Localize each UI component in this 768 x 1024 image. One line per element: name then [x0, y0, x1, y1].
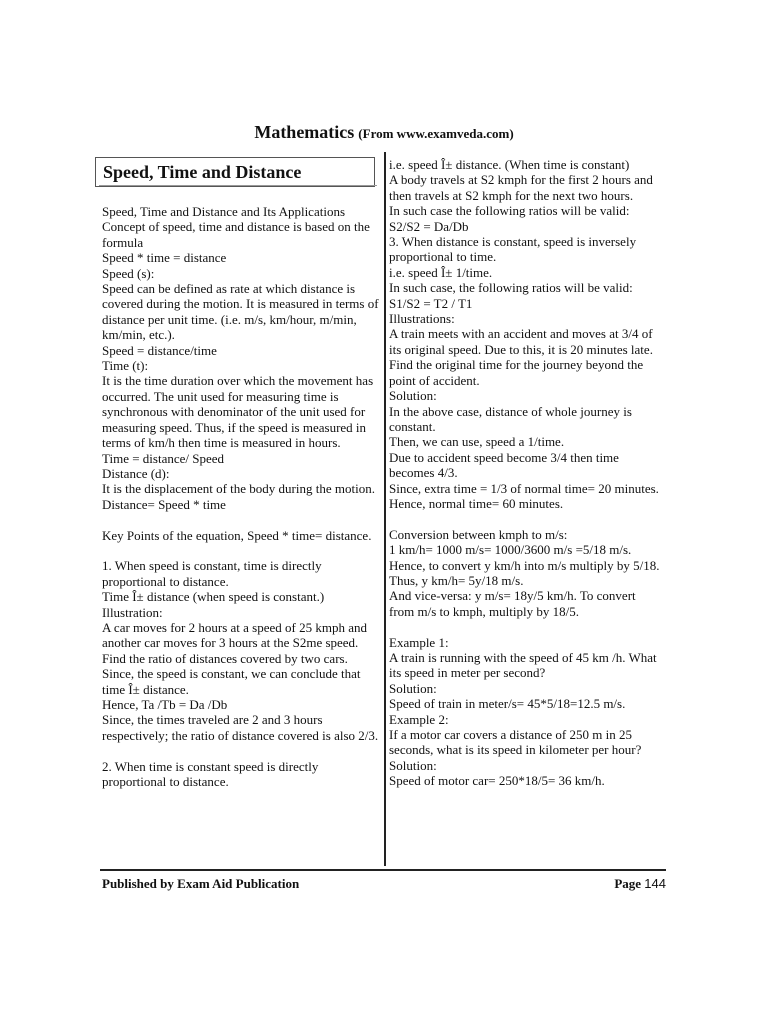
text-paragraph: A car moves for 2 hours at a speed of 25 kmph and another car moves for 3 hours at the S2me speed. Find the ratio of distances covered by two cars.	[102, 619, 367, 666]
text-paragraph: In the above case, distance of whole journey is constant.	[389, 403, 632, 434]
text-paragraph: Solution:	[389, 757, 437, 773]
text-paragraph: 3. When distance is constant, speed is inversely proportional to time.	[389, 234, 637, 265]
text-paragraph: 1. When speed is constant, time is directly proportional to distance.	[102, 558, 322, 589]
text-paragraph: 2. When time is constant speed is directly proportional to distance.	[102, 758, 319, 789]
text-paragraph: Since, extra time = 1/3 of normal time= 20 minutes.	[389, 480, 659, 496]
column-divider	[384, 152, 386, 866]
text-paragraph: Distance= Speed * time	[102, 496, 226, 512]
right-column	[389, 157, 664, 789]
text-paragraph: Since, the speed is constant, we can conclude that time Î± distance.	[102, 666, 361, 697]
text-paragraph: Conversion between kmph to m/s:	[389, 526, 568, 542]
text-paragraph: Time Î± distance (when speed is constant.)	[102, 589, 325, 605]
text-paragraph: A train meets with an accident and moves at 3/4 of its original speed. Due to this, it is 20 minutes late. Find the original time for the journey beyond the point of accident.	[389, 326, 653, 388]
left-column	[102, 204, 380, 789]
footer-page-number: 144	[644, 876, 666, 891]
header-source: (From www.examveda.com)	[358, 126, 514, 141]
text-paragraph: Speed, Time and Distance and Its Applications	[102, 204, 346, 219]
text-paragraph: Example 1:	[389, 634, 449, 650]
text-paragraph: Due to accident speed become 3/4 then time becomes 4/3.	[389, 449, 619, 481]
footer-rule	[100, 869, 666, 871]
text-paragraph: Distance (d):	[102, 465, 170, 481]
paragraph-gap	[389, 619, 664, 634]
text-paragraph: It is the displacement of the body during the motion.	[102, 481, 375, 497]
text-paragraph: Since, the times traveled are 2 and 3 hours respectively; the ratio of distance covered is also 2/3.	[102, 712, 379, 743]
topic-box-shadow	[99, 185, 377, 189]
text-paragraph: If a motor car covers a distance of 250 m in 25 seconds, what is its speed in kilometer per hour?	[389, 727, 642, 758]
text-paragraph: Speed (s):	[102, 265, 155, 281]
text-paragraph: S1/S2 = T2 / T1	[389, 295, 473, 311]
text-paragraph: Key Points of the equation, Speed * time= distance.	[102, 527, 372, 543]
text-paragraph: Hence, normal time= 60 minutes.	[389, 495, 564, 511]
text-paragraph: Solution:	[389, 388, 437, 404]
text-paragraph: Speed * time = distance	[102, 250, 227, 266]
text-paragraph: i.e. speed Î± distance. (When time is constant)	[389, 157, 630, 172]
footer-publisher: Published by Exam Aid Publication	[102, 876, 300, 891]
text-paragraph: It is the time duration over which the movement has occurred. The unit used for measuring time is synchronous with denominator of the unit used for measuring speed. Thus, if the speed is measured in terms of km/h then time is measured in hours.	[102, 373, 374, 451]
text-paragraph: Speed of motor car= 250*18/5= 36 km/h.	[389, 773, 605, 789]
text-paragraph: A train is running with the speed of 45 km /h. What its speed in meter per second?	[389, 649, 657, 681]
text-paragraph: Thus, y km/h= 5y/18 m/s.	[389, 572, 524, 588]
text-paragraph: Then, we can use, speed a 1/time.	[389, 434, 565, 450]
footer-page	[614, 876, 666, 892]
text-paragraph: Illustration:	[102, 604, 163, 620]
text-paragraph: i.e. speed Î± 1/time.	[389, 264, 493, 280]
page-header	[0, 122, 768, 143]
text-paragraph: In such case the following ratios will be valid:	[389, 203, 630, 219]
text-paragraph: Speed of train in meter/s= 45*5/18=12.5 m/s.	[389, 696, 626, 712]
text-paragraph: Speed = distance/time	[102, 342, 217, 358]
text-paragraph: In such case, the following ratios will be valid:	[389, 280, 633, 296]
text-paragraph: Time (t):	[102, 358, 149, 374]
text-paragraph: Hence, to convert y km/h into m/s multiply by 5/18.	[389, 557, 660, 573]
text-paragraph: Example 2:	[389, 711, 449, 727]
text-paragraph: A body travels at S2 kmph for the first 2 hours and then travels at S2 kmph for the next two hours.	[389, 172, 653, 203]
text-paragraph: 1 km/h= 1000 m/s= 1000/3600 m/s =5/18 m/s.	[389, 542, 632, 558]
text-paragraph: Illustrations:	[389, 311, 455, 327]
topic-title-box	[95, 157, 375, 187]
header-title: Mathematics	[254, 122, 355, 142]
paragraph-gap	[102, 743, 380, 758]
topic-title: Speed, Time and Distance	[103, 162, 302, 182]
paragraph-gap	[389, 511, 664, 526]
paragraph-gap	[102, 543, 380, 558]
text-paragraph: Time = distance/ Speed	[102, 450, 225, 466]
text-paragraph: And vice-versa: y m/s= 18y/5 km/h. To convert from m/s to kmph, multiply by 18/5.	[389, 588, 636, 619]
footer-page-label: Page	[614, 876, 642, 891]
text-paragraph: Speed can be defined as rate at which distance is covered during the motion. It is measured in terms of distance per unit time. (i.e. m/s, km/hour, m/min, km/min, etc.).	[102, 281, 379, 343]
text-paragraph: S2/S2 = Da/Db	[389, 218, 469, 234]
paragraph-gap	[102, 512, 380, 527]
text-paragraph: Concept of speed, time and distance is based on the formula	[102, 219, 370, 250]
text-paragraph: Hence, Ta /Tb = Da /Db	[102, 696, 228, 712]
text-paragraph: Solution:	[389, 680, 437, 696]
